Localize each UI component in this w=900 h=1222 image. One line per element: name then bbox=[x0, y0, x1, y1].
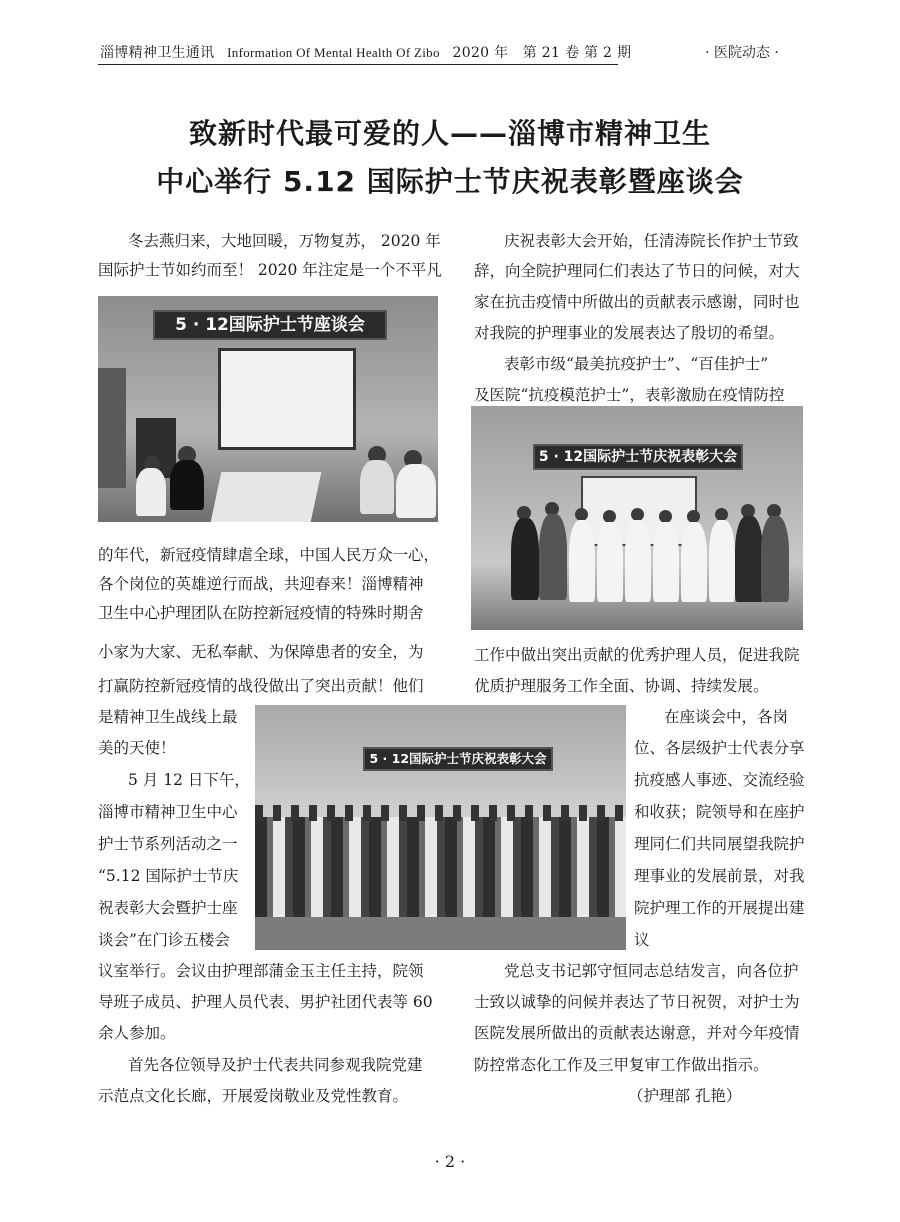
right-text-line: 表彰市级“最美抗疫护士”、“百佳护士” bbox=[504, 355, 769, 373]
photo-banner: 5 · 12国际护士节座谈会 bbox=[153, 310, 387, 340]
left-text-line: 冬去燕归来，大地回暖，万物复苏， 2020 年 bbox=[128, 232, 441, 250]
left-text-line: 各个岗位的英雄逆行而战，共迎春来！淄博精神 bbox=[98, 575, 424, 593]
header-rule bbox=[98, 64, 618, 65]
left-text-line: 护士节系列活动之一 bbox=[98, 835, 238, 853]
left-text-line: 是精神卫生战线上最 bbox=[98, 708, 238, 726]
left-text-line: 议室举行。会议由护理部蒲金玉主任主持，院领 bbox=[98, 962, 424, 980]
left-text-line: 国际护士节如约而至！ 2020 年注定是一个不平凡 bbox=[98, 261, 442, 279]
right-text-line: 对我院的护理事业的发展表达了殷切的希望。 bbox=[474, 324, 785, 342]
left-text-line: 卫生中心护理团队在防控新冠疫情的特殊时期舍 bbox=[98, 604, 424, 622]
floor bbox=[255, 917, 626, 950]
right-text-line: 抗疫感人事迹、交流经验 bbox=[634, 771, 805, 789]
right-text-line: 及医院“抗疫模范护士”，表彰激励在疫情防控 bbox=[474, 386, 785, 404]
journal-name-en: Information Of Mental Health Of Zibo bbox=[227, 45, 440, 60]
running-header bbox=[100, 42, 631, 62]
article-author: （护理部 孔艳） bbox=[628, 1087, 742, 1105]
right-text-line: 议 bbox=[634, 931, 650, 949]
group-of-people bbox=[255, 817, 626, 917]
left-text-line: 祝表彰大会暨护士座 bbox=[98, 899, 238, 917]
right-text-line: 位、各层级护士代表分享 bbox=[634, 739, 805, 757]
right-text-line: 优质护理服务工作全面、协调、持续发展。 bbox=[474, 677, 769, 695]
photo-banner: 5 · 12国际护士节庆祝表彰大会 bbox=[533, 444, 743, 470]
photo-banner: 5 · 12国际护士节庆祝表彰大会 bbox=[363, 747, 553, 771]
left-text-line: “5.12 国际护士节庆 bbox=[98, 867, 239, 885]
left-text-line: 5 月 12 日下午， bbox=[128, 771, 250, 789]
left-text-line: 美的天使！ bbox=[98, 739, 176, 757]
photo-symposium bbox=[98, 296, 438, 522]
right-text-line: 在座谈会中，各岗 bbox=[664, 708, 789, 726]
right-text-line: 医院发展所做出的贡献表达谢意，并对今年疫情 bbox=[474, 1024, 800, 1042]
right-text-line: 院护理工作的开展提出建 bbox=[634, 899, 805, 917]
right-text-line: 士致以诚挚的问候并表达了节日祝贺，对护士为 bbox=[474, 993, 800, 1011]
doorway bbox=[98, 368, 126, 488]
left-text-line: 导班子成员、护理人员代表、男护社团代表等 60 bbox=[98, 993, 433, 1011]
left-text-line: 小家为大家、无私奉献、为保障患者的安全，为 bbox=[98, 643, 424, 661]
projection-screen bbox=[218, 348, 356, 450]
left-text-line: 打赢防控新冠疫情的战役做出了突出贡献！他们 bbox=[98, 677, 424, 695]
left-text-line: 示范点文化长廊，开展爱岗敬业及党性教育。 bbox=[98, 1087, 409, 1105]
page-number: · 2 · bbox=[434, 1152, 466, 1171]
left-text-line: 首先各位领导及护士代表共同参观我院党建 bbox=[128, 1056, 423, 1074]
photo-group bbox=[255, 705, 626, 950]
right-text-line: 党总支书记郭守恒同志总结发言，向各位护 bbox=[504, 962, 799, 980]
issue-info: 2020 年 第 21 卷 第 2 期 bbox=[452, 45, 632, 61]
right-text-line: 防控常态化工作及三甲复审工作做出指示。 bbox=[474, 1056, 769, 1074]
right-text-line: 理同仁们共同展望我院护 bbox=[634, 835, 805, 853]
right-text-line: 庆祝表彰大会开始，任清涛院长作护士节致 bbox=[504, 232, 799, 250]
right-text-line: 家在抗击疫情中所做出的贡献表示感谢，同时也 bbox=[474, 293, 800, 311]
photo-award-ceremony bbox=[471, 406, 803, 630]
right-text-line: 理事业的发展前景，对我 bbox=[634, 867, 805, 885]
journal-name-cn: 淄博精神卫生通讯 bbox=[100, 45, 215, 61]
article-title-line-1: 致新时代最可爱的人——淄博市精神卫生 bbox=[188, 117, 711, 150]
left-text-line: 余人参加。 bbox=[98, 1024, 176, 1042]
conference-table bbox=[211, 472, 322, 522]
group-heads bbox=[255, 805, 626, 821]
left-text-line: 谈会”在门诊五楼会 bbox=[98, 931, 230, 949]
left-text-line: 的年代，新冠疫情肆虐全球，中国人民万众一心， bbox=[98, 546, 440, 564]
article-title-line-2: 中心举行 5.12 国际护士节庆祝表彰暨座谈会 bbox=[156, 165, 744, 198]
right-text-line: 和收获；院领导和在座护 bbox=[634, 803, 805, 821]
left-text-line: 淄博市精神卫生中心 bbox=[98, 803, 238, 821]
right-text-line: 辞，向全院护理同仁们表达了节日的问候，对大 bbox=[474, 262, 800, 280]
right-text-line: 工作中做出突出贡献的优秀护理人员，促进我院 bbox=[474, 646, 800, 664]
section-label: · 医院动态 · bbox=[705, 45, 779, 61]
